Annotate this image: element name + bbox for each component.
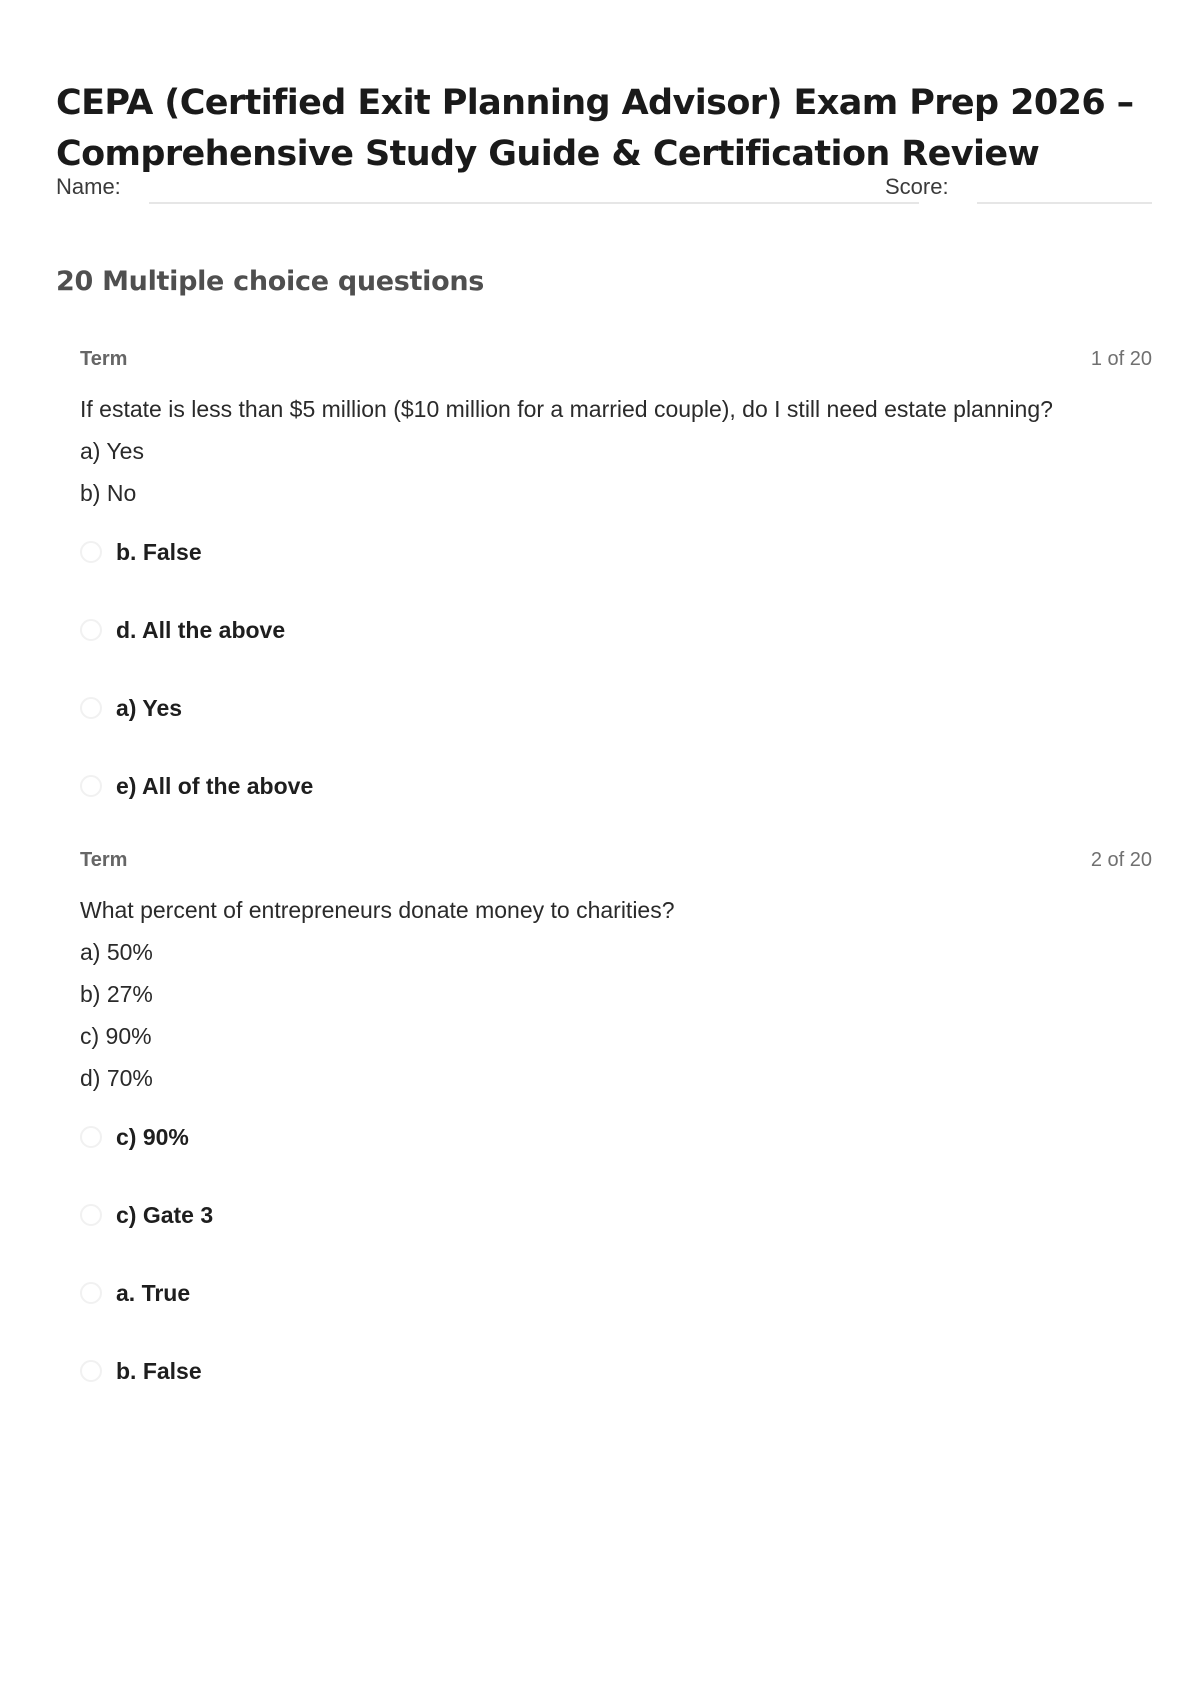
answer-option[interactable] — [80, 1202, 880, 1280]
answer-option-label: a) Yes — [116, 695, 183, 721]
question-line: b) 27% — [80, 981, 153, 1007]
question-text — [80, 889, 1152, 1099]
question-line: a) 50% — [80, 939, 153, 965]
radio-button[interactable] — [80, 1282, 102, 1304]
radio-button[interactable] — [80, 541, 102, 563]
answer-option[interactable] — [80, 1358, 880, 1436]
document-title-line-1: CEPA (Certified Exit Planning Advisor) Exam Prep 2026 – — [56, 83, 1134, 123]
radio-button[interactable] — [80, 1126, 102, 1148]
score-field[interactable] — [977, 202, 1152, 204]
answer-option-label: e) All of the above — [116, 773, 314, 799]
answer-option-label: c) 90% — [116, 1124, 189, 1150]
question-line: c) 90% — [80, 1023, 152, 1049]
answer-option[interactable] — [80, 695, 880, 773]
radio-button[interactable] — [80, 775, 102, 797]
name-label: Name: — [56, 174, 121, 199]
question-line: If estate is less than $5 million ($10 million for a married couple), do I still need estate planning? — [80, 396, 1053, 422]
score-label: Score: — [885, 174, 949, 199]
radio-button[interactable] — [80, 697, 102, 719]
answer-options — [80, 539, 880, 851]
name-field[interactable] — [149, 202, 919, 204]
document-title — [56, 78, 1156, 180]
answer-option-label: d. All the above — [116, 617, 286, 643]
name-score-row — [56, 172, 1152, 206]
question-line: d) 70% — [80, 1065, 153, 1091]
answer-option-label: c) Gate 3 — [116, 1202, 214, 1228]
section-heading: 20 Multiple choice questions — [56, 266, 485, 297]
answer-options — [80, 1124, 880, 1436]
term-label: Term — [80, 849, 128, 871]
term-label: Term — [80, 348, 128, 370]
answer-option-label: b. False — [116, 1358, 202, 1384]
question-counter: 2 of 20 — [1090, 849, 1152, 871]
answer-option[interactable] — [80, 1280, 880, 1358]
question-counter: 1 of 20 — [1090, 348, 1152, 370]
question-line: b) No — [80, 480, 137, 506]
answer-option[interactable] — [80, 539, 880, 617]
document-title-line-2: Comprehensive Study Guide & Certification Review — [56, 134, 1040, 174]
radio-button[interactable] — [80, 1204, 102, 1226]
answer-option-label: b. False — [116, 539, 202, 565]
question-line: What percent of entrepreneurs donate money to charities? — [80, 897, 675, 923]
radio-button[interactable] — [80, 619, 102, 641]
answer-option[interactable] — [80, 773, 880, 851]
answer-option-label: a. True — [116, 1280, 191, 1306]
radio-button[interactable] — [80, 1360, 102, 1382]
answer-option[interactable] — [80, 617, 880, 695]
question-line: a) Yes — [80, 438, 144, 464]
question-text — [80, 388, 1152, 514]
answer-option[interactable] — [80, 1124, 880, 1202]
